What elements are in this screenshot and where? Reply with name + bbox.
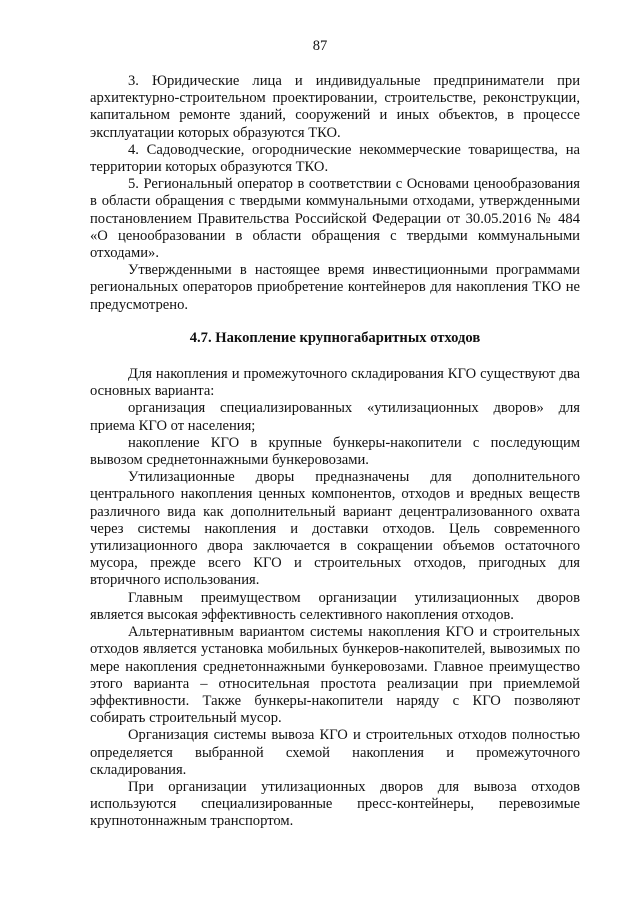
section-heading: 4.7. Накопление крупногабаритных отходов — [189, 329, 481, 346]
paragraph-press-containers: При организации утилизационных дворов для вывоза отходов используются специализированные пресс-контейнеры, перевозимые крупнотоннажным транспортом. — [90, 778, 580, 830]
paragraph-removal-organization: Организация системы вывоза КГО и строительных отходов полностью определяется выбранной схемой накопления и промежуточного складирования. — [90, 727, 580, 778]
paragraph-item-3-legal-entities: 3. Юридические лица и индивидуальные предприниматели при архитектурно-строительном проектировании, строительстве, реконструкции, капитальном ремонте зданий, сооружений и иных объектов, в процессе эксплуатации которых образуются ТКО. — [90, 73, 580, 141]
paragraph-alternative-option: Альтернативным вариантом системы накопления КГО и строительных отходов является установка мобильных бункеров-накопителей, вывозимых по мере накопления среднетоннажными бункеровозами. Главное преимущество этого варианта – относительная простота реализации при приемлемой эффективности. Также бункеры-накопители наряду с КГО позволяют собирать строительный мусор. — [90, 624, 580, 727]
paragraph-main-advantage: Главным преимуществом организации утилизационных дворов является высокая эффективность селективного накопления отходов. — [90, 589, 580, 623]
paragraph-item-4-gardening-partnerships: 4. Садоводческие, огороднические некоммерческие товарищества, на территории которых образуются ТКО. — [90, 141, 580, 176]
paragraph-option-recycling-yards: организация специализированных «утилизационных дворов» для приема КГО от населения; — [90, 400, 580, 434]
paragraph-investment-programs: Утвержденными в настоящее время инвестиционными программами региональных операторов приобретение контейнеров для накопления ТКО не предусмотрено. — [90, 262, 580, 313]
page-number: 87 — [312, 38, 328, 54]
paragraph-two-options: Для накопления и промежуточного складирования КГО существуют два основных варианта: — [90, 366, 580, 400]
paragraph-item-5-regional-operator: 5. Региональный оператор в соответствии с Основами ценообразования в области обращения с твердыми коммунальными отходами, утвержденными постановлением Правительства Российской Федерации от 30.05.2016 № 484 «О ценообразовании в области обращения с твердыми коммунальными отходами». — [90, 176, 580, 262]
paragraph-recycling-yards-purpose: Утилизационные дворы предназначены для дополнительного центрального накопления ценных компонентов, отходов и вредных веществ различного вида как дополнительный вариант децентрализованного охвата через системы накопления и доставки отходов. Цель современного утилизационного двора заключается в сокращении объемов остаточного мусора, прежде всего КГО и строительных отходов, пригодных для вторичного использования. — [90, 469, 580, 589]
paragraph-option-bunkers: накопление КГО в крупные бункеры-накопители с последующим вывозом среднетоннажными бункеровозами. — [90, 434, 580, 469]
document-body — [90, 73, 580, 831]
